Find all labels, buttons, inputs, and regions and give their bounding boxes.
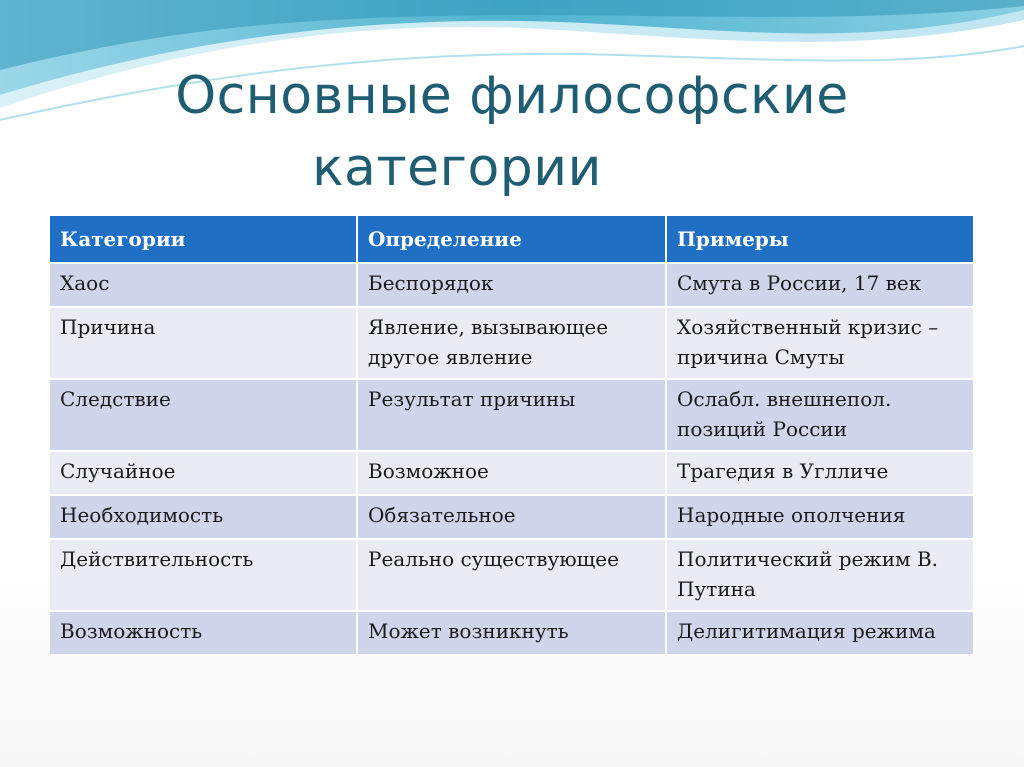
definition-cell: Может возникнуть [357, 611, 666, 655]
definition-cell: Беспорядок [357, 263, 666, 307]
table-row [50, 495, 974, 539]
example-cell: Смута в России, 17 век [666, 263, 974, 307]
title-line-2: категории [312, 138, 602, 198]
category-cell: Действительность [50, 539, 357, 611]
definition-cell: Возможное [357, 451, 666, 495]
definition-cell: Реально существующее [357, 539, 666, 611]
column-header: Определение [357, 216, 666, 263]
example-cell: Народные ополчения [666, 495, 974, 539]
title-line-1: Основные философские [175, 66, 849, 126]
category-cell: Необходимость [50, 495, 357, 539]
category-cell: Возможность [50, 611, 357, 655]
definition-cell: Явление, вызывающее другое явление [357, 307, 666, 379]
table-row [50, 379, 974, 451]
example-cell: Делигитимация режима [666, 611, 974, 655]
categories-table [50, 216, 975, 656]
category-cell: Случайное [50, 451, 357, 495]
definition-cell: Результат причины [357, 379, 666, 451]
example-cell: Хозяйственный кризис – причина Смуты [666, 307, 974, 379]
category-cell: Хаос [50, 263, 357, 307]
table-row [50, 451, 974, 495]
category-cell: Причина [50, 307, 357, 379]
table-row [50, 539, 974, 611]
table-header-row [50, 216, 974, 263]
table-row [50, 263, 974, 307]
example-cell: Трагедия в Углличе [666, 451, 974, 495]
example-cell: Политический режим В. Путина [666, 539, 974, 611]
column-header: Примеры [666, 216, 974, 263]
page-title [0, 60, 1024, 204]
column-header: Категории [50, 216, 357, 263]
category-cell: Следствие [50, 379, 357, 451]
definition-cell: Обязательное [357, 495, 666, 539]
example-cell: Ослабл. внешнепол. позиций России [666, 379, 974, 451]
table-row [50, 307, 974, 379]
table-row [50, 611, 974, 655]
